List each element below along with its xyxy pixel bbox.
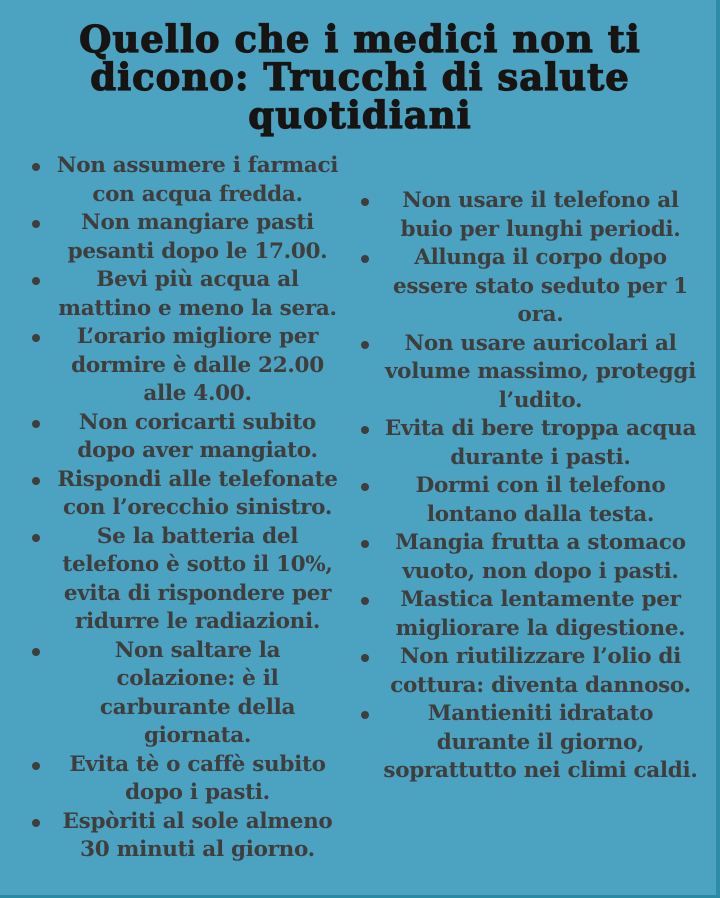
tip-text: Allunga il corpo dopo essere stato seduto per 1 ora. <box>393 245 688 327</box>
bullet-icon <box>32 648 40 656</box>
tip-text: Non mangiare pasti pesanti dopo le 17.00. <box>67 210 328 264</box>
tips-list-right <box>357 187 700 786</box>
tip-item <box>28 637 343 751</box>
bullet-icon <box>361 540 369 548</box>
bullet-icon <box>361 198 369 206</box>
bullet-icon <box>32 334 40 342</box>
tip-item <box>357 643 700 700</box>
tip-text: Non usare auricolari al volume massimo, proteggi l’udito. <box>384 330 696 413</box>
bullet-icon <box>361 654 369 662</box>
tip-text: Non assumere i farmaci con acqua fredda. <box>56 153 339 207</box>
tip-text: Non coricarti subito dopo aver mangiato. <box>77 409 318 463</box>
tip-item <box>357 415 700 472</box>
tip-text: Se la batteria del telefono è sotto il 10%, evita di rispondere per ridurre le radiazioni. <box>62 523 333 634</box>
tip-text: Rispondi alle telefonate con l’orecchio sinistro. <box>57 466 338 520</box>
tip-text: Non saltare la colazione: è il carburante della giornata. <box>99 637 296 748</box>
bullet-icon <box>32 277 40 285</box>
tip-text: Mastica lentamente per migliorare la digestione. <box>395 587 686 641</box>
tip-item <box>28 466 343 523</box>
tips-list-left <box>28 152 343 865</box>
bullet-icon <box>361 255 369 263</box>
tip-item <box>28 266 343 323</box>
bullet-icon <box>361 341 369 349</box>
tip-text: Mangia frutta a stomaco vuoto, non dopo i pasti. <box>395 530 686 584</box>
tip-item <box>357 187 700 244</box>
bullet-icon <box>32 819 40 827</box>
tip-text: Bevi più acqua al mattino e meno la sera. <box>58 267 337 321</box>
tip-text: Evita di bere troppa acqua durante i pasti. <box>384 416 697 470</box>
bullet-icon <box>32 163 40 171</box>
tip-item <box>357 330 700 416</box>
bullet-icon <box>32 534 40 542</box>
bullet-icon <box>32 477 40 485</box>
tip-text: Mantieniti idratato durante il giorno, soprattutto nei climi caldi. <box>383 701 698 783</box>
tip-item <box>357 586 700 643</box>
bullet-icon <box>361 597 369 605</box>
bullet-icon <box>361 483 369 491</box>
bullet-icon <box>32 762 40 770</box>
tip-text: Non riutilizzare l’olio di cottura: diventa dannoso. <box>390 644 691 698</box>
tip-item <box>357 244 700 330</box>
tip-item <box>28 152 343 209</box>
tip-text: Evita tè o caffè subito dopo i pasti. <box>69 751 326 805</box>
tip-item <box>28 323 343 409</box>
bullet-icon <box>361 711 369 719</box>
tip-text: Dormi con il telefono lontano dalla testa. <box>415 473 666 527</box>
tip-item <box>357 472 700 529</box>
tip-text: Non usare il telefono al buio per lunghi periodi. <box>400 188 681 242</box>
tip-item <box>28 209 343 266</box>
bullet-icon <box>361 426 369 434</box>
tip-item <box>357 700 700 786</box>
bullet-icon <box>32 220 40 228</box>
tip-item <box>28 808 343 865</box>
poster-title: Quello che i medici non ti dicono: Trucchi di salute quotidiani <box>79 17 641 137</box>
tip-text: L’orario migliore per dormire è dalle 22.00 alle 4.00. <box>71 324 324 406</box>
tip-item <box>357 529 700 586</box>
tip-item <box>28 409 343 466</box>
tip-item <box>28 523 343 637</box>
bullet-icon <box>32 420 40 428</box>
tip-text: Espòriti al sole almeno 30 minuti al giorno. <box>62 808 333 862</box>
tip-item <box>28 751 343 808</box>
